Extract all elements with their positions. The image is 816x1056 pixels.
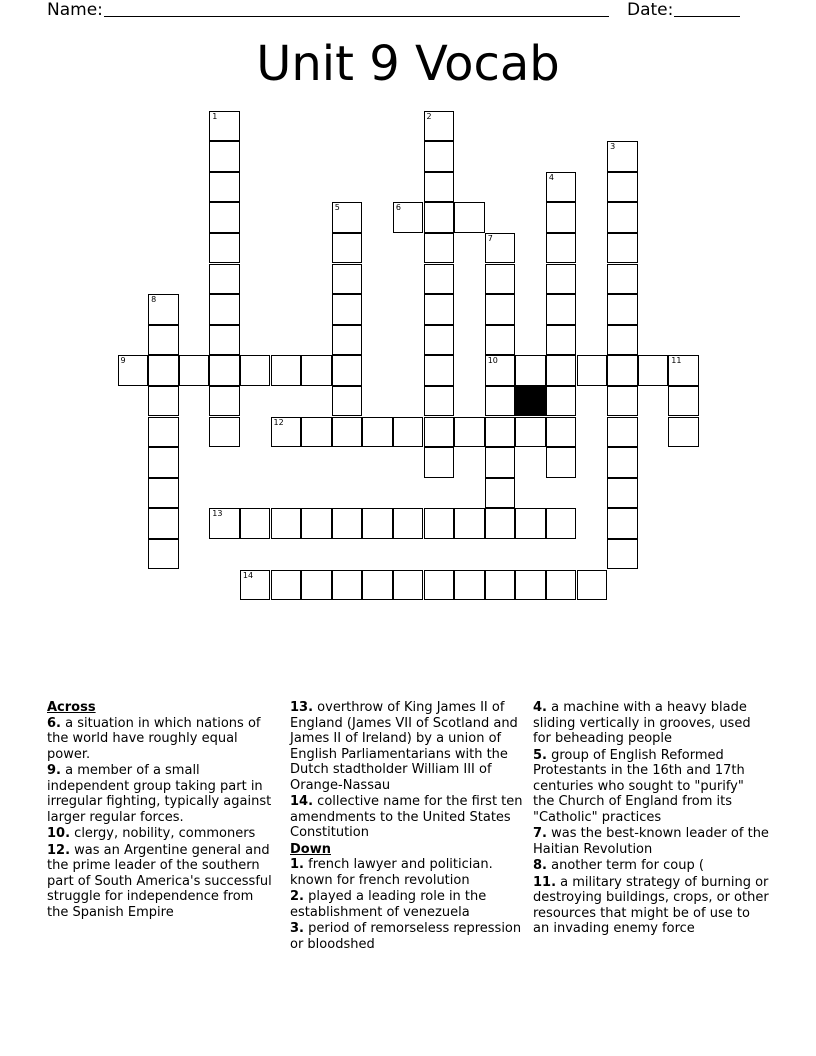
crossword-cell[interactable]: [424, 111, 455, 142]
clue-number: 3: [610, 142, 616, 152]
down-heading: Down: [290, 841, 331, 857]
crossword-cell[interactable]: [454, 508, 485, 539]
crossword-cell[interactable]: [485, 447, 516, 478]
crossword-cell[interactable]: [424, 570, 455, 601]
crossword-cell[interactable]: [424, 294, 455, 325]
crossword-cell[interactable]: [209, 386, 240, 417]
crossword-cell[interactable]: [148, 508, 179, 539]
crossword-cell[interactable]: [209, 417, 240, 448]
crossword-cell[interactable]: [393, 417, 424, 448]
crossword-block: [515, 386, 546, 417]
crossword-cell[interactable]: [485, 233, 516, 264]
crossword-cell[interactable]: [485, 355, 516, 386]
crossword-cell[interactable]: [424, 417, 455, 448]
crossword-cell[interactable]: [148, 355, 179, 386]
date-label: Date:: [627, 0, 674, 20]
crossword-cell[interactable]: [515, 570, 546, 601]
crossword-cell[interactable]: [607, 478, 638, 509]
crossword-cell[interactable]: [209, 111, 240, 142]
clue-number: 6: [395, 203, 401, 213]
crossword-cell[interactable]: [607, 539, 638, 570]
crossword-cell[interactable]: [209, 325, 240, 356]
crossword-cell[interactable]: [607, 417, 638, 448]
crossword-cell[interactable]: [546, 202, 577, 233]
crossword-cell[interactable]: [209, 294, 240, 325]
crossword-cell[interactable]: [515, 417, 546, 448]
clue-down-3: 3. period of remorseless repression or bloodshed: [290, 921, 522, 952]
crossword-cell[interactable]: [546, 264, 577, 295]
crossword-cell[interactable]: [271, 355, 302, 386]
crossword-cell[interactable]: [607, 325, 638, 356]
crossword-cell[interactable]: [515, 508, 546, 539]
crossword-cell[interactable]: [301, 508, 332, 539]
crossword-cell[interactable]: [424, 172, 455, 203]
crossword-cell[interactable]: [607, 264, 638, 295]
crossword-cell[interactable]: [424, 202, 455, 233]
crossword-cell[interactable]: [362, 570, 393, 601]
crossword-cell[interactable]: [301, 570, 332, 601]
crossword-cell[interactable]: [454, 417, 485, 448]
clue-number: 1: [212, 111, 218, 121]
page-title: Unit 9 Vocab: [256, 36, 560, 92]
crossword-cell[interactable]: [546, 508, 577, 539]
crossword-cell[interactable]: [577, 355, 608, 386]
crossword-cell[interactable]: [515, 355, 546, 386]
clue-number: 4: [548, 172, 554, 182]
crossword-cell[interactable]: [638, 355, 669, 386]
crossword-cell[interactable]: [546, 325, 577, 356]
crossword-cell[interactable]: [179, 355, 210, 386]
clue-number: 10: [487, 356, 498, 366]
clue-number: 14: [242, 570, 254, 580]
across-heading: Across: [47, 700, 96, 715]
clue-across-9: 9. a member of a small independent group taking part in irregular fighting, typically against larger regular forces.: [47, 763, 272, 825]
crossword-cell[interactable]: [546, 447, 577, 478]
crossword-cell[interactable]: [332, 386, 363, 417]
clue-number: 5: [334, 203, 340, 213]
crossword-cell[interactable]: [424, 141, 455, 172]
crossword-cell[interactable]: [148, 478, 179, 509]
crossword-cell[interactable]: [148, 539, 179, 570]
crossword-cell[interactable]: [301, 417, 332, 448]
crossword-cell[interactable]: [209, 172, 240, 203]
crossword-cell[interactable]: [424, 355, 455, 386]
crossword-cell[interactable]: [332, 294, 363, 325]
crossword-cell[interactable]: [607, 172, 638, 203]
crossword-cell[interactable]: [393, 508, 424, 539]
crossword-cell[interactable]: [424, 386, 455, 417]
clue-across-14: 14. collective name for the first ten amendments to the United States Constitution: [290, 794, 523, 840]
clue-across-10: 10. clergy, nobility, commoners: [47, 826, 256, 841]
crossword-cell[interactable]: [332, 325, 363, 356]
crossword-cell[interactable]: [148, 325, 179, 356]
crossword-cell[interactable]: [209, 264, 240, 295]
crossword-cell[interactable]: [362, 417, 393, 448]
crossword-cell[interactable]: [148, 417, 179, 448]
crossword-cell[interactable]: [546, 233, 577, 264]
clue-down-7: 7. was the best-known leader of the Haitian Revolution: [533, 826, 769, 857]
crossword-cell[interactable]: [301, 355, 332, 386]
crossword-cell[interactable]: [118, 355, 149, 386]
clue-down-1: 1. french lawyer and politician. known for french revolution: [290, 857, 493, 888]
crossword-cell[interactable]: [332, 202, 363, 233]
crossword-cell[interactable]: [668, 417, 699, 448]
crossword-cell[interactable]: [454, 202, 485, 233]
crossword-cell[interactable]: [546, 386, 577, 417]
crossword-cell[interactable]: [424, 264, 455, 295]
clue-down-5: 5. group of English Reformed Protestants in the 16th and 17th centuries who sought to "purify" the Church of England from its "Catholic" practices: [533, 747, 745, 825]
crossword-cell[interactable]: [209, 355, 240, 386]
crossword-cell[interactable]: [607, 508, 638, 539]
clues-column-2: [290, 700, 526, 953]
crossword-cell[interactable]: [485, 570, 516, 601]
clue-number: 8: [151, 295, 157, 305]
crossword-cell[interactable]: [668, 355, 699, 386]
crossword-cell[interactable]: [485, 264, 516, 295]
crossword-cell[interactable]: [577, 570, 608, 601]
name-label: Name:: [47, 0, 103, 20]
crossword-cell[interactable]: [454, 570, 485, 601]
crossword-cell[interactable]: [424, 325, 455, 356]
clue-number: 2: [426, 111, 432, 121]
crossword-cell[interactable]: [546, 570, 577, 601]
crossword-cell[interactable]: [607, 233, 638, 264]
crossword-cell[interactable]: [485, 508, 516, 539]
clue-across-6: 6. a situation in which nations of the world have roughly equal power.: [47, 715, 261, 762]
crossword-cell[interactable]: [148, 386, 179, 417]
crossword-cell[interactable]: [332, 508, 363, 539]
crossword-cell[interactable]: [332, 233, 363, 264]
clue-down-2: 2. played a leading role in the establishment of venezuela: [290, 889, 487, 920]
clue-down-11: 11. a military strategy of burning or destroying buildings, crops, or other resources that might be of use to an invading enemy force: [533, 874, 769, 936]
crossword-cell[interactable]: [485, 325, 516, 356]
crossword-cell[interactable]: [668, 386, 699, 417]
crossword-cell[interactable]: [393, 202, 424, 233]
crossword-cell[interactable]: [240, 570, 271, 601]
clues-column-1: [47, 700, 277, 921]
crossword-cell[interactable]: [546, 355, 577, 386]
crossword-cell[interactable]: [271, 417, 302, 448]
crossword-cell[interactable]: [271, 570, 302, 601]
crossword-cell[interactable]: [393, 570, 424, 601]
crossword-cell[interactable]: [424, 233, 455, 264]
crossword-cell[interactable]: [546, 294, 577, 325]
crossword-cell[interactable]: [607, 294, 638, 325]
crossword-cell[interactable]: [271, 508, 302, 539]
crossword-cell[interactable]: [332, 570, 363, 601]
crossword-cell[interactable]: [362, 508, 393, 539]
crossword-cell[interactable]: [240, 355, 271, 386]
crossword-cell[interactable]: [240, 508, 271, 539]
crossword-cell[interactable]: [546, 172, 577, 203]
clue-across-12: 12. was an Argentine general and the prime leader of the southern part of South America's successful struggle for independence from the Spanish Empire: [47, 842, 272, 920]
clue-number: 9: [120, 356, 126, 366]
crossword-cell[interactable]: [546, 417, 577, 448]
crossword-cell[interactable]: [424, 508, 455, 539]
clue-number: 13: [212, 509, 223, 519]
crossword-cell[interactable]: [209, 508, 240, 539]
crossword-cell[interactable]: [485, 294, 516, 325]
crossword-cell[interactable]: [148, 447, 179, 478]
crossword-cell[interactable]: [332, 355, 363, 386]
crossword-cell[interactable]: [607, 141, 638, 172]
crossword-cell[interactable]: [148, 294, 179, 325]
crossword-cell[interactable]: [424, 447, 455, 478]
clues-column-3: [533, 700, 769, 938]
clue-number: 12: [273, 417, 284, 427]
crossword-cell[interactable]: [209, 233, 240, 264]
crossword-cell[interactable]: [607, 355, 638, 386]
crossword-cell[interactable]: [485, 478, 516, 509]
crossword-cell[interactable]: [209, 202, 240, 233]
crossword-cell[interactable]: [607, 202, 638, 233]
crossword-cell[interactable]: [332, 417, 363, 448]
crossword-cell[interactable]: [607, 447, 638, 478]
crossword-cell[interactable]: [607, 386, 638, 417]
clue-number: 7: [487, 233, 493, 243]
crossword-cell[interactable]: [209, 141, 240, 172]
crossword-cell[interactable]: [332, 264, 363, 295]
clue-across-13: 13. overthrow of King James II of England (James VII of Scotland and James II of Ireland) by a union of English Parliamentarians with the Dutch stadtholder William III of Orange-Nassau: [290, 700, 518, 793]
clue-number: 11: [671, 356, 682, 366]
crossword-cell[interactable]: [485, 417, 516, 448]
clue-down-4: 4. a machine with a heavy blade sliding vertically in grooves, used for beheading people: [533, 700, 751, 746]
clue-down-8: 8. another term for coup (: [533, 858, 704, 873]
crossword-cell[interactable]: [485, 386, 516, 417]
